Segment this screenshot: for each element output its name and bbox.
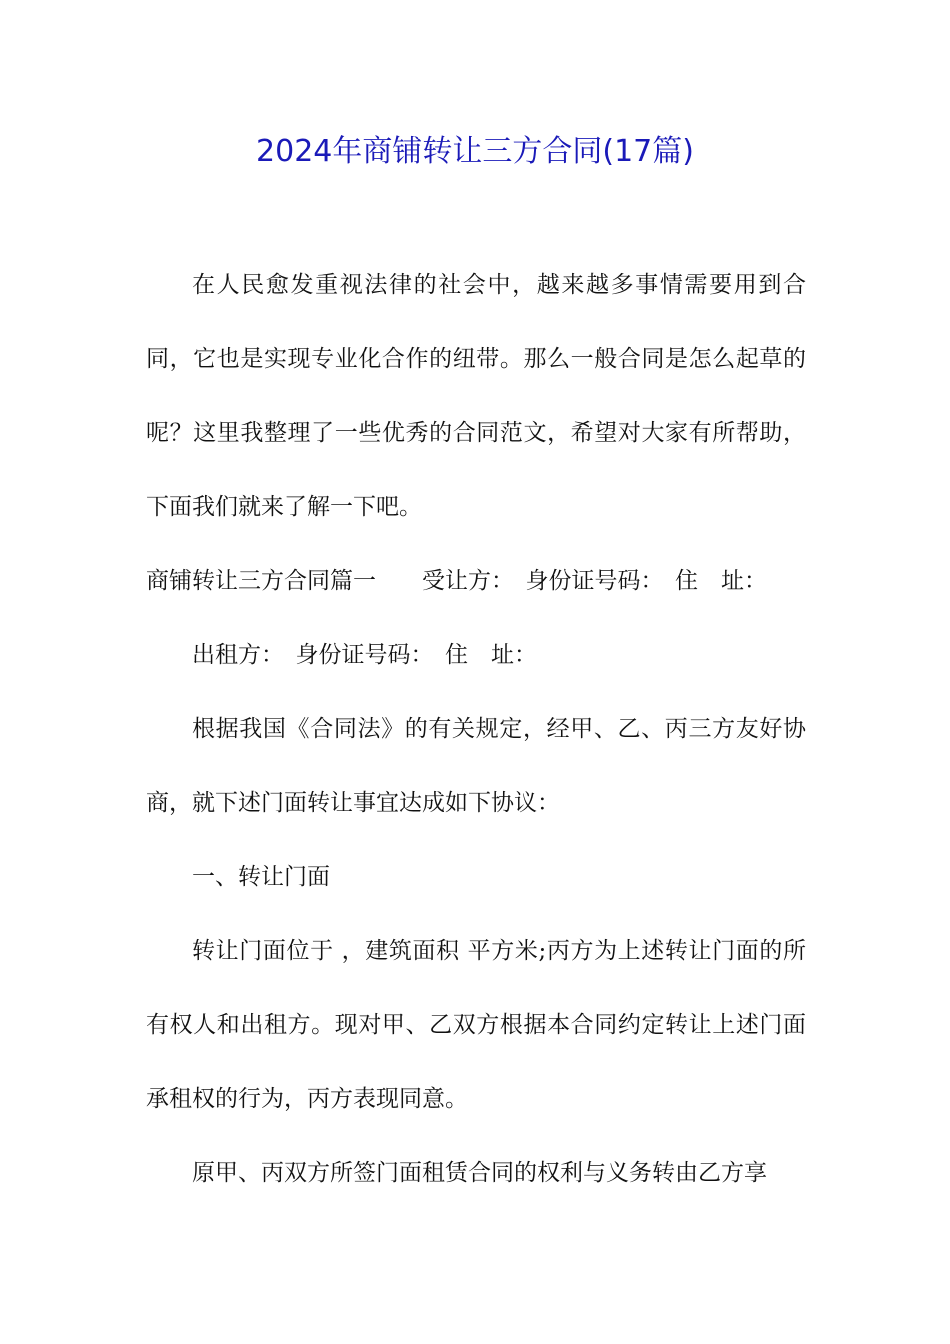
document-body (146, 248, 806, 1210)
section-heading: 一、转让门面 (192, 864, 330, 890)
transfer-paragraph: 转让门面位于 ，建筑面积 平方米;丙方为上述转让门面的所有权人和出租方。现对甲、乙双方根据本合同约定转让上述门面承租权的行为，丙方表现同意。 (146, 938, 806, 1112)
rights-paragraph: 原甲、丙双方所签门面租赁合同的权利与义务转由乙方享 (192, 1160, 767, 1186)
lessor-line: 出租方： 身份证号码： 住 址： (146, 642, 537, 668)
basis-paragraph: 根据我国《合同法》的有关规定，经甲、乙、丙三方友好协商，就下述门面转让事宜达成如下协议： (146, 716, 806, 816)
article-heading-line: 商铺转让三方合同篇一 受让方： 身份证号码： 住 址： (146, 568, 767, 594)
document-title: 2024年商铺转让三方合同(17篇) (256, 134, 694, 169)
intro-paragraph: 在人民愈发重视法律的社会中，越来越多事情需要用到合同，它也是实现专业化合作的纽带。那么一般合同是怎么起草的呢？这里我整理了一些优秀的合同范文，希望对大家有所帮助，下面我们就来了解一下吧。 (146, 272, 806, 520)
